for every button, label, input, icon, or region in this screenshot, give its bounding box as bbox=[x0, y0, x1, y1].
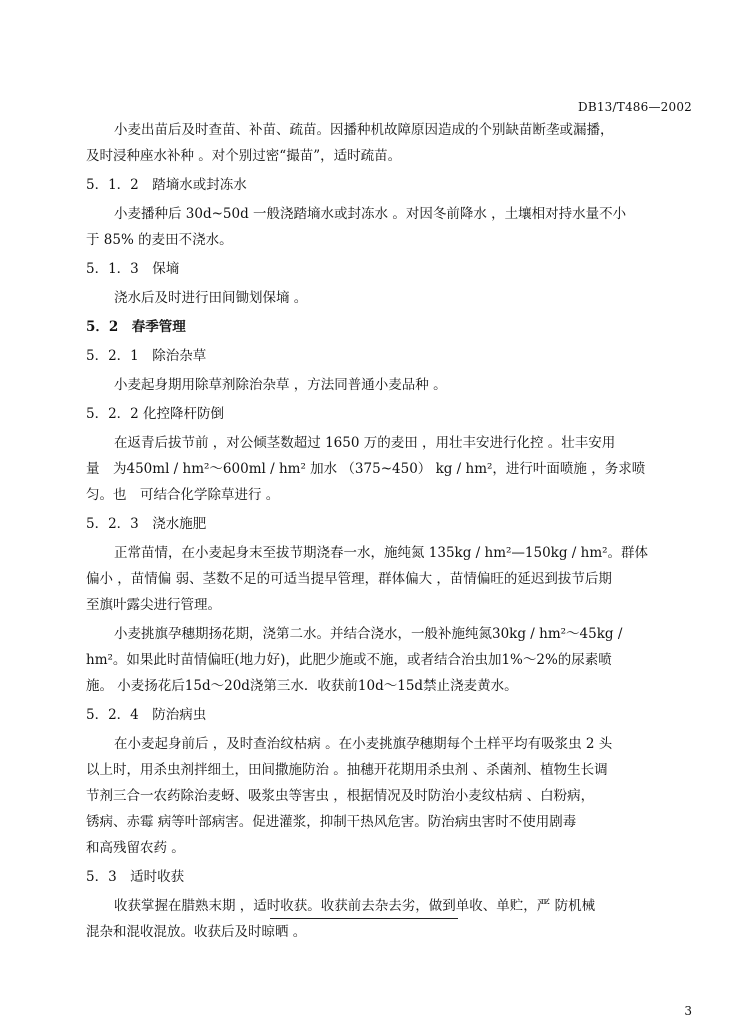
document-body bbox=[86, 122, 694, 953]
paragraph bbox=[86, 290, 694, 306]
paragraph-line: 在小麦起身前后 ，及时查治纹枯病 。在小麦挑旗孕穗期每个土样平均有吸浆虫 2 头 bbox=[114, 736, 613, 752]
section-heading: 5．2．2 化控降杆防倒 bbox=[86, 406, 225, 422]
paragraph-line: 于 85% 的麦田不浇水。 bbox=[86, 232, 233, 248]
paragraph-line: 正常苗情，在小麦起身末至拔节期浇春一水，施纯氮 135kg / hm²—150kg / hm²。群体 bbox=[114, 545, 649, 561]
section-heading: 5．2．1 除治杂草 bbox=[86, 348, 207, 364]
paragraph-line: 小麦出苗后及时查苗、补苗、疏苗。因播种机故障原因造成的个别缺苗断垄或漏播， bbox=[114, 122, 614, 138]
paragraph-line: 和高残留农药 。 bbox=[86, 840, 185, 856]
section-heading: 5．3 适时收获 bbox=[86, 869, 185, 885]
paragraph-line: 收获掌握在腊熟末期 ，适时收获。收获前去杂去劣，做到单收、单贮，严 防机械 bbox=[114, 898, 596, 914]
paragraph bbox=[86, 545, 694, 613]
paragraph bbox=[86, 898, 694, 940]
paragraph bbox=[86, 626, 694, 694]
paragraph-line: 节剂三合一农药除治麦蚜、吸浆虫等害虫 ，根据情况及时防治小麦纹枯病 、白粉病， bbox=[86, 788, 595, 804]
section-heading: 5．2．4 防治病虫 bbox=[86, 707, 207, 723]
paragraph-line: 浇水后及时进行田间锄划保墒 。 bbox=[114, 290, 308, 306]
paragraph bbox=[86, 736, 694, 856]
document-code: DB13/T486—2002 bbox=[578, 100, 692, 114]
section-heading: 5．1．2 踏墒水或封冻水 bbox=[86, 177, 247, 193]
paragraph bbox=[86, 122, 694, 164]
section-heading: 5．2 春季管理 bbox=[86, 319, 186, 335]
page-number: 3 bbox=[684, 1004, 692, 1018]
section-heading: 5．1．3 保墒 bbox=[86, 261, 180, 277]
paragraph-line: 匀。也 可结合化学除草进行 。 bbox=[86, 487, 280, 503]
paragraph-line: 量 为450ml / hm²～600ml / hm² 加水 （375~450） kg / hm²，进行叶面喷施 ，务求喷 bbox=[86, 461, 646, 477]
paragraph-line: 至旗叶露尖进行管理。 bbox=[86, 597, 221, 613]
paragraph-line: 小麦挑旗孕穗期扬花期，浇第二水。并结合浇水，一般补施纯氮30kg / hm²～45kg / bbox=[114, 626, 623, 642]
paragraph-line: 偏小 ，苗情偏 弱、茎数不足的可适当提早管理，群体偏大 ，苗情偏旺的延迟到拔节后期 bbox=[86, 571, 612, 587]
paragraph bbox=[86, 435, 694, 503]
paragraph bbox=[86, 206, 694, 248]
paragraph-line: 小麦起身期用除草剂除治杂草 ，方法同普通小麦品种 。 bbox=[114, 377, 447, 393]
paragraph-line: 混杂和混收混放。收获后及时晾晒 。 bbox=[86, 924, 307, 940]
paragraph-line: 施。 小麦扬花后15d～20d浇第三水．收获前10d～15d禁止浇麦黄水。 bbox=[86, 678, 518, 694]
paragraph-line: 小麦播种后 30d~50d 一般浇踏墒水或封冻水 。对因冬前降水 ，土壤相对持水量不小 bbox=[114, 206, 627, 222]
paragraph-line: 及时浸种座水补种 。对个别过密“撮苗”，适时疏苗。 bbox=[86, 148, 402, 164]
paragraph-line: 锈病、赤霉 病等叶部病害。促进灌浆，抑制干热风危害。防治病虫害时不使用剧毒 bbox=[86, 814, 577, 830]
paragraph-line: 以上时，用杀虫剂拌细土，田间撒施防治 。抽穗开花期用杀虫剂 、杀菌剂、植物生长调 bbox=[86, 762, 608, 778]
paragraph-line: hm²。如果此时苗情偏旺(地力好)，此肥少施或不施，或者结合治虫加1%～2%的尿素喷 bbox=[86, 652, 612, 668]
paragraph bbox=[86, 377, 694, 393]
paragraph-line: 在返青后拔节前 ，对公倾茎数超过 1650 万的麦田 ，用壮丰安进行化控 。壮丰安用 bbox=[114, 435, 616, 451]
end-rule bbox=[270, 918, 458, 919]
section-heading: 5．2．3 浇水施肥 bbox=[86, 516, 207, 532]
